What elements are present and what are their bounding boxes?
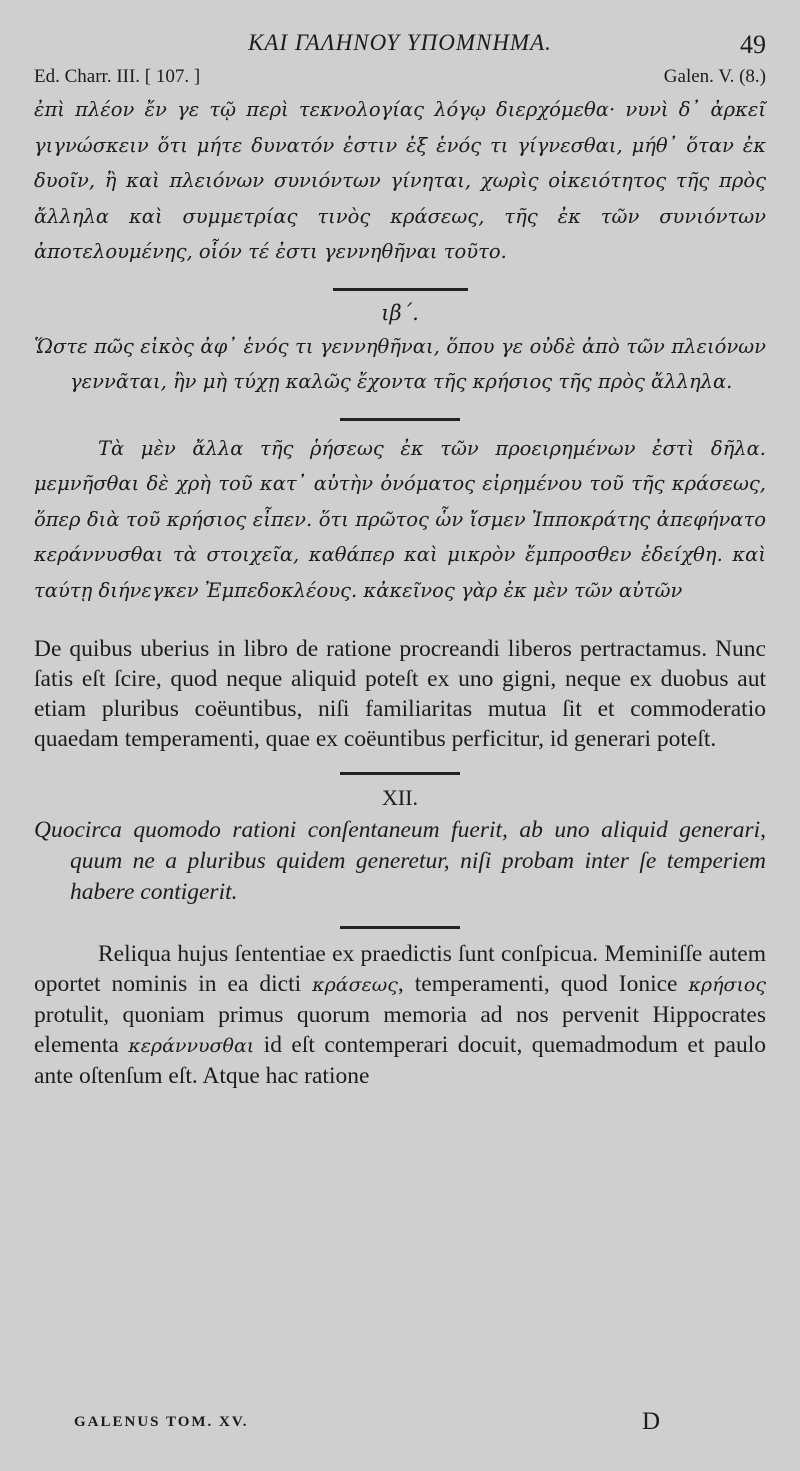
latin-commentary-text: id eſt contemperari docuit, quemadmodum et paulo ante oſtenſum eſt. Atque hac ratione: [34, 1032, 766, 1089]
edition-reference-line: [34, 66, 766, 88]
greek-commentary-paragraph: Τὰ μὲν ἄλλα τῆς ῥήσεως ἐκ τῶν προειρημένων ἐστὶ δῆλα. μεμνῆσθαι δὲ χρὴ τοῦ κατ᾽ αὐτὴν ὀνόματος εἰρημένου τοῦ τῆς κράσεως, ὅπερ διὰ τοῦ κρήσιος εἶπεν. ὅτι πρῶτος ὧν ἴσμεν Ἱπποκράτης ἀπεφήνατο κεράννυσθαι τὰ στοιχεῖα, καθάπερ καὶ μικρὸν ἔμπροσθεν ἐδείχθη. καὶ ταύτῃ διήνεγκεν Ἐμπεδοκλέους. κἀκεῖνος γὰρ ἐκ μὲν τῶν αὐτῶν: [34, 436, 766, 602]
latin-intro-paragraph: De quibus uberius in libro de ratione procreandi liberos pertractamus. Nunc ſatis eſt ſcire, quod neque aliquid poteſt ex uno gigni, neque ex duobus aut etiam pluribus coëuntibus, niſi familiaritas mutua ſit et commoderatio quaedam temperamenti, quae ex coëuntibus perficitur, id generari poteſt.: [34, 636, 766, 752]
section-divider: [340, 772, 460, 775]
latin-commentary-text: , temperamenti, quod Ionice: [397, 971, 689, 997]
page-footer: [74, 1408, 660, 1436]
latin-section-number: XII.: [381, 785, 419, 810]
latin-aphorism: Quocirca quomodo rationi conſentaneum fuerit, ab uno aliquid generari, quum ne a pluribus quidem generetur, niſi probam inter ſe temperiem habere contigerit.: [34, 817, 766, 905]
latin-commentary-text: Reliqua hujus ſententiae ex praedictis ſunt conſpicua. Meminiſſe autem oportet nominis in ea dicti: [34, 941, 766, 997]
greek-section-number: ιβ΄.: [381, 300, 419, 325]
greek-term: κεράννυσθαι: [128, 1035, 255, 1057]
section-divider: [333, 288, 468, 291]
greek-term: κρήσιος: [688, 974, 766, 996]
section-divider: [340, 418, 460, 421]
latin-commentary-text: protulit, quoniam primus quorum memoria ad nos pervenit Hippocrates elementa: [34, 1002, 766, 1058]
greek-term: κράσεως: [312, 974, 398, 996]
latin-commentary-paragraph: [34, 939, 766, 1091]
edition-reference-right: Galen. V. (8.): [663, 66, 766, 87]
page-number: 49: [740, 30, 766, 59]
running-header: [34, 30, 766, 64]
signature-mark: D: [641, 1408, 660, 1435]
signature-line: GALENUS TOM. XV.: [74, 1414, 249, 1430]
running-title: ΚΑΙ ΓΑΛΗΝΟΥ ΥΠΟΜΝΗΜΑ.: [248, 30, 552, 55]
edition-reference-left: Ed. Charr. III. [ 107. ]: [34, 66, 201, 87]
greek-aphorism: Ὥστε πῶς εἰκὸς ἀφ᾽ ἑνός τι γεννηθῆναι, ὅπου γε οὐδὲ ἀπὸ τῶν πλειόνων γεννᾶται, ἢν μὴ τύχῃ καλῶς ἔχοντα τῆς κρήσιος τῆς πρὸς ἄλληλα.: [34, 334, 766, 393]
greek-intro-paragraph: ἐπὶ πλέον ἔν γε τῷ περὶ τεκνολογίας λόγῳ διερχόμεθα· νυνὶ δ᾽ ἀρκεῖ γιγνώσκειν ὅτι μήτε δυνατόν ἐστιν ἐξ ἑνός τι γίγνεσθαι, μήθ᾽ ὅταν ἐκ δυοῖν, ἢ καὶ πλειόνων συνιόντων γίνηται, χωρὶς οἰκειότητος τῆς πρὸς ἄλληλα καὶ συμμετρίας τινὸς κράσεως, τῆς ἐκ τῶν συνιόντων ἀποτελουμένης, οἷόν τέ ἐστι γεννηθῆναι τοῦτο.: [34, 98, 766, 263]
section-divider: [340, 926, 460, 929]
